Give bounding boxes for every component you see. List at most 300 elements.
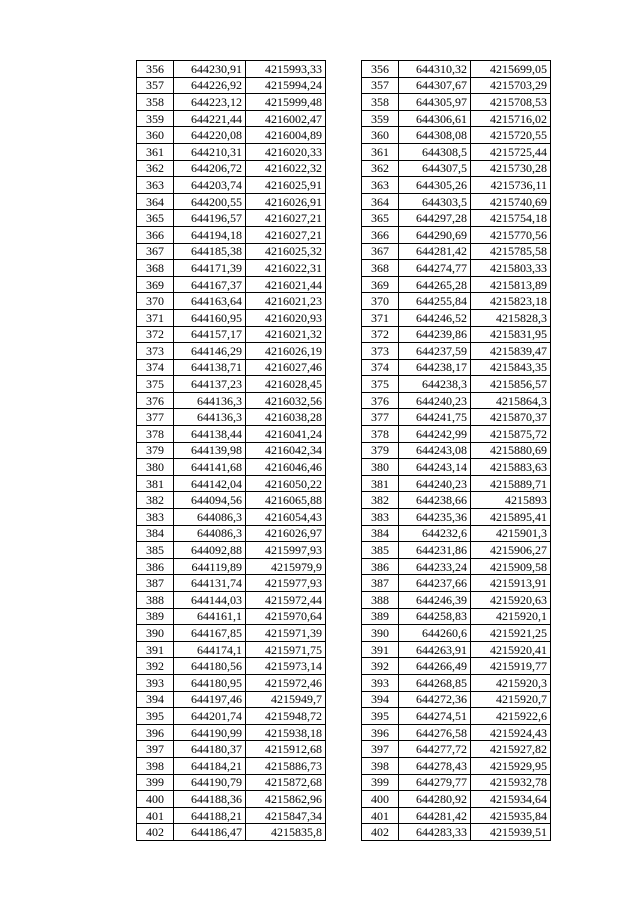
coordinate-y: 4215875,72 (471, 426, 551, 443)
point-number: 388 (137, 592, 174, 609)
coordinate-y: 4216032,56 (246, 392, 326, 409)
coordinate-x: 644180,37 (174, 741, 246, 758)
table-row (362, 475, 551, 492)
table-row (362, 392, 551, 409)
table-row (137, 127, 326, 144)
coordinate-y: 4215843,35 (471, 359, 551, 376)
table-row (362, 260, 551, 277)
table-row (362, 127, 551, 144)
point-number: 356 (362, 61, 399, 78)
table-row (137, 757, 326, 774)
coordinate-y: 4215883,63 (471, 459, 551, 476)
table-row (362, 575, 551, 592)
point-number: 359 (362, 110, 399, 127)
table-row (137, 674, 326, 691)
table-row (362, 492, 551, 509)
coordinate-x: 644188,36 (174, 791, 246, 808)
table-row (362, 160, 551, 177)
coordinate-x: 644094,56 (174, 492, 246, 509)
coordinate-y: 4215839,47 (471, 343, 551, 360)
coordinate-x: 644283,33 (399, 824, 471, 841)
table-row (362, 608, 551, 625)
coordinate-x: 644203,74 (174, 177, 246, 194)
table-row (137, 442, 326, 459)
point-number: 361 (137, 143, 174, 160)
coordinate-y: 4215828,3 (471, 309, 551, 326)
point-number: 397 (137, 741, 174, 758)
table-row (362, 376, 551, 393)
point-number: 375 (137, 376, 174, 393)
coordinate-y: 4215901,3 (471, 525, 551, 542)
table-row (137, 492, 326, 509)
coordinate-x: 644161,1 (174, 608, 246, 625)
coordinate-y: 4216021,23 (246, 293, 326, 310)
point-number: 369 (362, 276, 399, 293)
coordinate-x: 644240,23 (399, 392, 471, 409)
coordinate-x: 644086,3 (174, 509, 246, 526)
table-row (137, 177, 326, 194)
coordinate-y: 4215932,78 (471, 774, 551, 791)
coordinate-y: 4215703,29 (471, 77, 551, 94)
coordinate-y: 4216004,89 (246, 127, 326, 144)
coordinate-y: 4216025,32 (246, 243, 326, 260)
point-number: 376 (362, 392, 399, 409)
table-row (362, 210, 551, 227)
coordinate-y: 4215803,33 (471, 260, 551, 277)
coordinate-y: 4215977,93 (246, 575, 326, 592)
coordinate-y: 4215920,7 (471, 691, 551, 708)
coordinate-y: 4216065,88 (246, 492, 326, 509)
table-row (362, 243, 551, 260)
point-number: 364 (137, 193, 174, 210)
point-number: 375 (362, 376, 399, 393)
table-row (362, 741, 551, 758)
coordinate-x: 644239,86 (399, 326, 471, 343)
point-number: 368 (137, 260, 174, 277)
coordinate-x: 644185,38 (174, 243, 246, 260)
table-row (362, 774, 551, 791)
table-row (137, 61, 326, 78)
point-number: 398 (137, 757, 174, 774)
point-number: 391 (362, 641, 399, 658)
table-row (362, 791, 551, 808)
coordinate-x: 644306,61 (399, 110, 471, 127)
coordinate-y: 4215754,18 (471, 210, 551, 227)
coordinate-x: 644246,39 (399, 592, 471, 609)
table-row (137, 509, 326, 526)
coordinate-x: 644139,98 (174, 442, 246, 459)
coordinate-x: 644226,92 (174, 77, 246, 94)
coordinate-y: 4215934,64 (471, 791, 551, 808)
table-row (137, 774, 326, 791)
coordinate-y: 4215785,58 (471, 243, 551, 260)
coordinate-y: 4215920,63 (471, 592, 551, 609)
point-number: 370 (137, 293, 174, 310)
point-number: 397 (362, 741, 399, 758)
coordinate-x: 644310,32 (399, 61, 471, 78)
coordinate-x: 644274,77 (399, 260, 471, 277)
point-number: 378 (137, 426, 174, 443)
table-row (362, 326, 551, 343)
coordinate-y: 4215740,69 (471, 193, 551, 210)
coordinate-x: 644232,6 (399, 525, 471, 542)
coordinate-y: 4215924,43 (471, 724, 551, 741)
table-row (362, 442, 551, 459)
coordinate-x: 644221,44 (174, 110, 246, 127)
coordinate-y: 4216027,21 (246, 226, 326, 243)
point-number: 379 (362, 442, 399, 459)
coordinate-y: 4215770,56 (471, 226, 551, 243)
coordinate-y: 4215880,69 (471, 442, 551, 459)
point-number: 386 (362, 558, 399, 575)
coordinate-x: 644223,12 (174, 94, 246, 111)
coordinate-y: 4215835,8 (246, 824, 326, 841)
coordinate-y: 4215909,58 (471, 558, 551, 575)
table-row (362, 658, 551, 675)
coordinate-x: 644263,91 (399, 641, 471, 658)
table-row (362, 409, 551, 426)
coordinate-y: 4215972,44 (246, 592, 326, 609)
point-number: 359 (137, 110, 174, 127)
point-number: 361 (362, 143, 399, 160)
point-number: 381 (362, 475, 399, 492)
table-row (362, 592, 551, 609)
table-row (362, 542, 551, 559)
table-row (137, 592, 326, 609)
coordinate-x: 644138,71 (174, 359, 246, 376)
coordinate-x: 644167,85 (174, 625, 246, 642)
point-number: 373 (137, 343, 174, 360)
coordinate-y: 4216022,31 (246, 260, 326, 277)
point-number: 366 (362, 226, 399, 243)
coordinate-x: 644272,36 (399, 691, 471, 708)
coordinate-x: 644278,43 (399, 757, 471, 774)
coordinates-table-left (136, 60, 326, 841)
coordinate-x: 644138,44 (174, 426, 246, 443)
point-number: 402 (362, 824, 399, 841)
table-row (137, 110, 326, 127)
table-row (362, 824, 551, 841)
table-row (137, 326, 326, 343)
point-number: 392 (362, 658, 399, 675)
table-row (362, 77, 551, 94)
table-row (362, 359, 551, 376)
table-row (362, 276, 551, 293)
table-row (137, 226, 326, 243)
coordinate-x: 644194,18 (174, 226, 246, 243)
table-row (137, 276, 326, 293)
point-number: 390 (362, 625, 399, 642)
point-number: 393 (362, 674, 399, 691)
table-row (362, 807, 551, 824)
coordinate-y: 4216027,21 (246, 210, 326, 227)
coordinate-x: 644092,88 (174, 542, 246, 559)
table-body-left (137, 61, 326, 841)
coordinate-x: 644197,46 (174, 691, 246, 708)
table-row (362, 343, 551, 360)
point-number: 356 (137, 61, 174, 78)
point-number: 378 (362, 426, 399, 443)
point-number: 386 (137, 558, 174, 575)
coordinate-y: 4216050,22 (246, 475, 326, 492)
table-row (362, 143, 551, 160)
table-row (362, 309, 551, 326)
coordinate-y: 4215919,77 (471, 658, 551, 675)
point-number: 390 (137, 625, 174, 642)
table-row (137, 409, 326, 426)
point-number: 369 (137, 276, 174, 293)
coordinate-y: 4215864,3 (471, 392, 551, 409)
coordinate-y: 4215921,25 (471, 625, 551, 642)
coordinate-x: 644180,56 (174, 658, 246, 675)
coordinate-x: 644136,3 (174, 409, 246, 426)
coordinate-y: 4215929,95 (471, 757, 551, 774)
point-number: 380 (137, 459, 174, 476)
coordinate-x: 644274,51 (399, 708, 471, 725)
point-number: 392 (137, 658, 174, 675)
table-row (137, 575, 326, 592)
coordinate-y: 4215994,24 (246, 77, 326, 94)
point-number: 370 (362, 293, 399, 310)
coordinate-x: 644146,29 (174, 343, 246, 360)
coordinate-y: 4215999,48 (246, 94, 326, 111)
table-row (137, 376, 326, 393)
coordinate-y: 4215736,11 (471, 177, 551, 194)
table-row (362, 509, 551, 526)
coordinate-y: 4215920,41 (471, 641, 551, 658)
point-number: 401 (137, 807, 174, 824)
table-row (362, 94, 551, 111)
table-row (137, 94, 326, 111)
coordinate-y: 4215895,41 (471, 509, 551, 526)
coordinate-y: 4215847,34 (246, 807, 326, 824)
point-number: 376 (137, 392, 174, 409)
table-row (137, 392, 326, 409)
point-number: 360 (362, 127, 399, 144)
point-number: 387 (137, 575, 174, 592)
coordinate-x: 644119,89 (174, 558, 246, 575)
point-number: 374 (137, 359, 174, 376)
coordinates-table-right (361, 60, 551, 841)
table-row (137, 243, 326, 260)
coordinate-y: 4215862,96 (246, 791, 326, 808)
table-row (362, 193, 551, 210)
coordinate-x: 644255,84 (399, 293, 471, 310)
table-row (137, 525, 326, 542)
point-number: 383 (362, 509, 399, 526)
coordinate-x: 644201,74 (174, 708, 246, 725)
coordinate-x: 644237,59 (399, 343, 471, 360)
coordinate-x: 644206,72 (174, 160, 246, 177)
table-row (362, 177, 551, 194)
table-row (362, 558, 551, 575)
point-number: 371 (362, 309, 399, 326)
table-row (137, 359, 326, 376)
coordinate-y: 4215935,84 (471, 807, 551, 824)
coordinate-x: 644237,66 (399, 575, 471, 592)
point-number: 362 (137, 160, 174, 177)
table-row (137, 293, 326, 310)
coordinate-x: 644281,42 (399, 243, 471, 260)
point-number: 395 (362, 708, 399, 725)
coordinate-y: 4216002,47 (246, 110, 326, 127)
point-number: 399 (362, 774, 399, 791)
coordinate-x: 644184,21 (174, 757, 246, 774)
point-number: 400 (362, 791, 399, 808)
coordinate-x: 644258,83 (399, 608, 471, 625)
coordinate-x: 644174,1 (174, 641, 246, 658)
table-row (137, 791, 326, 808)
coordinate-x: 644307,5 (399, 160, 471, 177)
point-number: 393 (137, 674, 174, 691)
table-row (137, 708, 326, 725)
point-number: 363 (362, 177, 399, 194)
point-number: 367 (137, 243, 174, 260)
point-number: 377 (137, 409, 174, 426)
coordinate-y: 4216028,45 (246, 376, 326, 393)
table-row (137, 309, 326, 326)
coordinate-y: 4215699,05 (471, 61, 551, 78)
coordinate-x: 644238,66 (399, 492, 471, 509)
point-number: 372 (137, 326, 174, 343)
coordinate-y: 4216027,46 (246, 359, 326, 376)
coordinate-y: 4215927,82 (471, 741, 551, 758)
coordinate-x: 644196,57 (174, 210, 246, 227)
coordinate-y: 4215708,53 (471, 94, 551, 111)
coordinate-y: 4215886,73 (246, 757, 326, 774)
coordinate-y: 4215993,33 (246, 61, 326, 78)
coordinate-y: 4215939,51 (471, 824, 551, 841)
coordinate-y: 4215872,68 (246, 774, 326, 791)
coordinate-y: 4215920,1 (471, 608, 551, 625)
point-number: 389 (362, 608, 399, 625)
coordinate-y: 4215813,89 (471, 276, 551, 293)
coordinate-y: 4216020,33 (246, 143, 326, 160)
point-number: 380 (362, 459, 399, 476)
coordinate-x: 644243,14 (399, 459, 471, 476)
coordinate-x: 644266,49 (399, 658, 471, 675)
point-number: 398 (362, 757, 399, 774)
coordinate-x: 644246,52 (399, 309, 471, 326)
coordinate-x: 644277,72 (399, 741, 471, 758)
table-row (137, 160, 326, 177)
table-row (362, 691, 551, 708)
coordinate-x: 644303,5 (399, 193, 471, 210)
coordinate-y: 4215730,28 (471, 160, 551, 177)
table-row (362, 724, 551, 741)
table-row (362, 708, 551, 725)
coordinate-x: 644188,21 (174, 807, 246, 824)
point-number: 387 (362, 575, 399, 592)
coordinate-x: 644142,04 (174, 475, 246, 492)
coordinate-y: 4215922,6 (471, 708, 551, 725)
point-number: 385 (137, 542, 174, 559)
coordinate-y: 4215938,18 (246, 724, 326, 741)
coordinate-y: 4215970,64 (246, 608, 326, 625)
coordinate-y: 4215716,02 (471, 110, 551, 127)
coordinate-x: 644136,3 (174, 392, 246, 409)
table-row (137, 475, 326, 492)
point-number: 396 (137, 724, 174, 741)
coordinate-x: 644268,85 (399, 674, 471, 691)
point-number: 402 (137, 824, 174, 841)
coordinate-x: 644242,99 (399, 426, 471, 443)
point-number: 357 (137, 77, 174, 94)
coordinate-y: 4215972,46 (246, 674, 326, 691)
point-number: 400 (137, 791, 174, 808)
point-number: 368 (362, 260, 399, 277)
point-number: 385 (362, 542, 399, 559)
coordinate-y: 4215720,55 (471, 127, 551, 144)
coordinate-y: 4215973,14 (246, 658, 326, 675)
point-number: 367 (362, 243, 399, 260)
point-number: 382 (362, 492, 399, 509)
coordinate-x: 644241,75 (399, 409, 471, 426)
point-number: 371 (137, 309, 174, 326)
point-number: 382 (137, 492, 174, 509)
coordinate-x: 644210,31 (174, 143, 246, 160)
point-number: 374 (362, 359, 399, 376)
table-row (137, 260, 326, 277)
coordinate-x: 644233,24 (399, 558, 471, 575)
point-number: 394 (362, 691, 399, 708)
table-row (362, 641, 551, 658)
coordinate-x: 644260,6 (399, 625, 471, 642)
coordinate-x: 644238,17 (399, 359, 471, 376)
point-number: 388 (362, 592, 399, 609)
point-number: 366 (137, 226, 174, 243)
coordinate-y: 4215913,91 (471, 575, 551, 592)
point-number: 358 (137, 94, 174, 111)
point-number: 394 (137, 691, 174, 708)
coordinate-x: 644167,37 (174, 276, 246, 293)
point-number: 391 (137, 641, 174, 658)
table-row (362, 110, 551, 127)
coordinate-y: 4216054,43 (246, 509, 326, 526)
table-row (137, 77, 326, 94)
point-number: 384 (137, 525, 174, 542)
coordinate-x: 644305,97 (399, 94, 471, 111)
coordinate-y: 4215870,37 (471, 409, 551, 426)
coordinate-y: 4215725,44 (471, 143, 551, 160)
coordinate-x: 644086,3 (174, 525, 246, 542)
table-row (362, 293, 551, 310)
table-row (137, 193, 326, 210)
coordinate-x: 644141,68 (174, 459, 246, 476)
coordinate-x: 644307,67 (399, 77, 471, 94)
coordinate-x: 644163,64 (174, 293, 246, 310)
point-number: 373 (362, 343, 399, 360)
table-row (362, 226, 551, 243)
point-number: 389 (137, 608, 174, 625)
coordinate-x: 644171,39 (174, 260, 246, 277)
coordinate-y: 4215912,68 (246, 741, 326, 758)
coordinate-x: 644280,92 (399, 791, 471, 808)
coordinate-x: 644240,23 (399, 475, 471, 492)
table-row (137, 542, 326, 559)
table-row (137, 558, 326, 575)
coordinate-y: 4215831,95 (471, 326, 551, 343)
coordinate-y: 4216041,24 (246, 426, 326, 443)
table-row (137, 691, 326, 708)
coordinate-y: 4216026,19 (246, 343, 326, 360)
table-row (137, 426, 326, 443)
coordinate-y: 4215971,75 (246, 641, 326, 658)
table-row (137, 824, 326, 841)
coordinate-x: 644290,69 (399, 226, 471, 243)
table-row (362, 61, 551, 78)
coordinate-y: 4216042,34 (246, 442, 326, 459)
